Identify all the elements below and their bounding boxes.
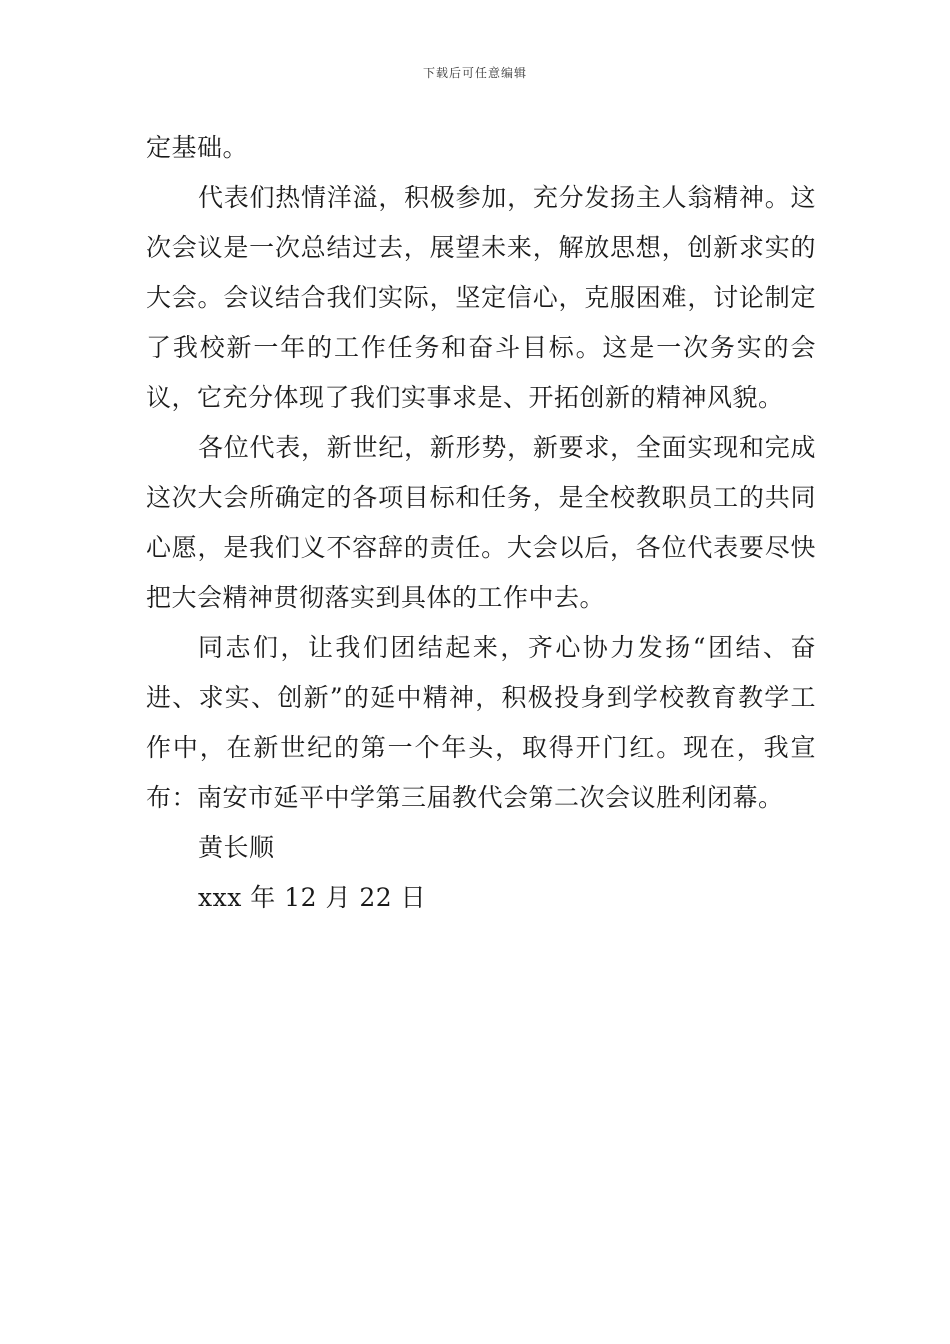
signature-date: xxx 年 12 月 22 日 <box>198 883 427 912</box>
document-body <box>146 123 816 923</box>
paragraph-new-century: 各位代表，新世纪，新形势，新要求，全面实现和完成这次大会所确定的各项目标和任务，是全校教职员工的共同心愿，是我们义不容辞的责任。大会以后，各位代表要尽快把大会精神贯彻落实到具体的工作中去。 <box>146 433 816 612</box>
paragraph-continuation: 定基础。 <box>146 133 249 162</box>
paragraph-closing: 同志们，让我们团结起来，齐心协力发扬“团结、奋进、求实、创新”的延中精神，积极投身到学校教育教学工作中，在新世纪的第一个年头，取得开门红。现在，我宣布：南安市延平中学第三届教代会第二次会议胜利闭幕。 <box>146 633 816 812</box>
signature-name: 黄长顺 <box>198 833 275 862</box>
paragraph-delegates: 代表们热情洋溢，积极参加，充分发扬主人翁精神。这次会议是一次总结过去，展望未来，解放思想，创新求实的大会。会议结合我们实际，坚定信心，克服困难，讨论制定了我校新一年的工作任务和奋斗目标。这是一次务实的会议，它充分体现了我们实事求是、开拓创新的精神风貌。 <box>146 183 816 412</box>
page-header: 下载后可任意编辑 <box>422 66 527 80</box>
